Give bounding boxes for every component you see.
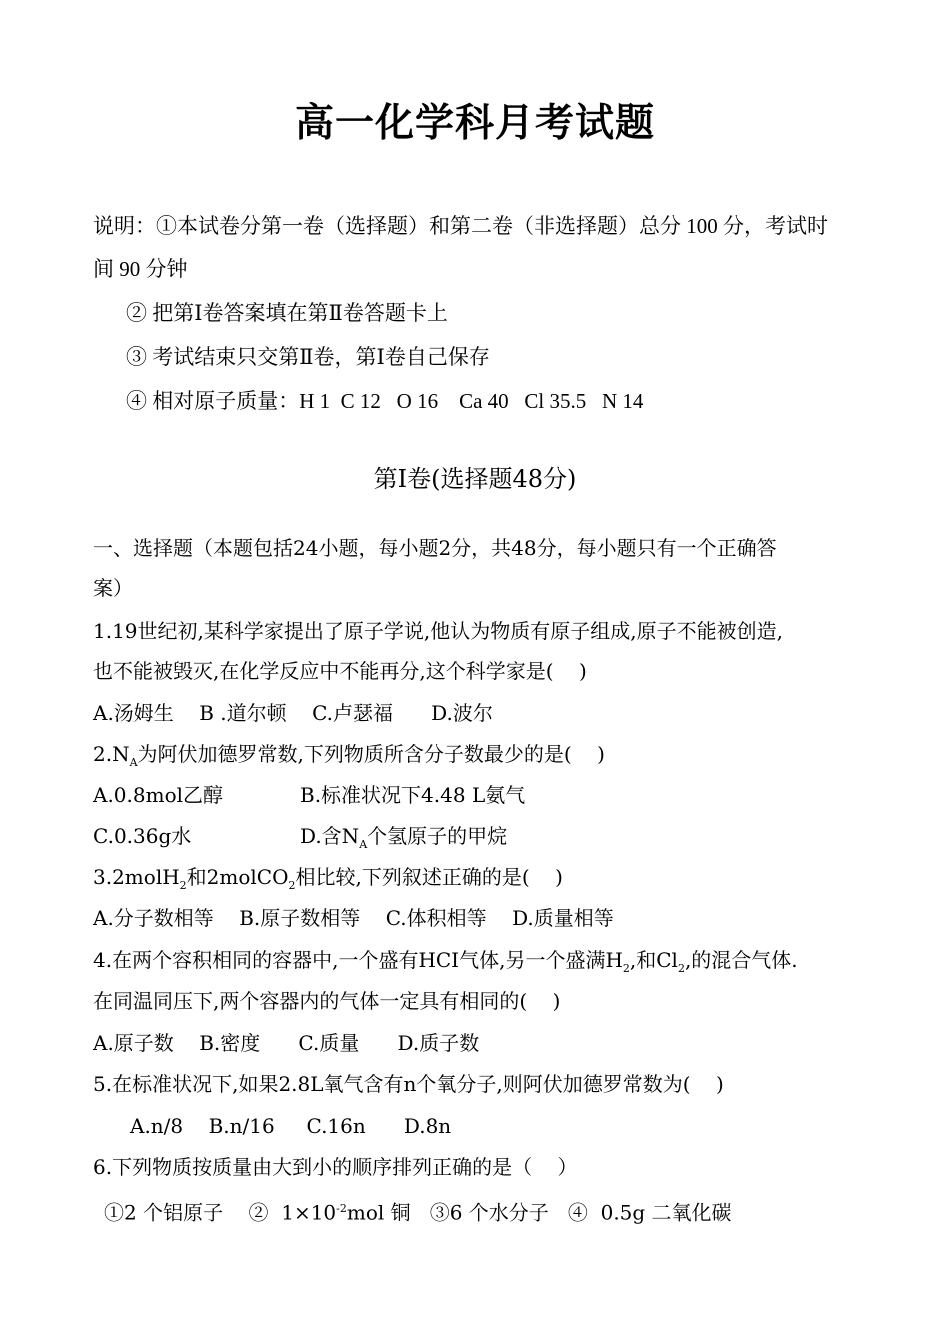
question-2-option-a: A.0.8mol乙醇	[93, 783, 224, 807]
page-title: 高一化学科月考试题	[294, 100, 655, 146]
intro-line-2: 间 90 分钟	[93, 257, 188, 281]
question-4-line-1: 4.在两个容积相同的容器中,一个盛有HCI气体,另一个盛满$H_2$,和$Cl_2$,的混合气体.	[93, 948, 798, 975]
question-3-stem: 3.2molH$_2$和2molCO$_2$相比较,下列叙述正确的是( )	[93, 865, 563, 892]
question-5-options: A.n/8 B.n/16 C.16n D.8n	[130, 1114, 452, 1138]
intro-line-1: 说明：①本试卷分第一卷（选择题）和第二卷（非选择题）总分 100 分，考试时	[93, 214, 828, 238]
intro-line-3: ② 把第Ⅰ卷答案填在第Ⅱ卷答题卡上	[126, 301, 448, 325]
question-2-stem: $2.N_A$为阿伏加德罗常数,下列物质所含分子数最少的是( )	[93, 742, 605, 769]
question-1-options: A.汤姆生 B .道尔顿 C.卢瑟福 D.波尔	[93, 701, 493, 725]
intro-line-4: ③ 考试结束只交第Ⅱ卷，第Ⅰ卷自己保存	[126, 345, 490, 369]
question-6-stem: 6.下列物质按质量由大到小的顺序排列正确的是（ ）	[93, 1155, 578, 1179]
question-2-option-d: D.含$N_A$个氢原子的甲烷	[300, 824, 508, 851]
part1-line-1: 一、选择题（本题包括24小题，每小题2分，共48分，每小题只有一个正确答	[93, 536, 777, 560]
question-4-line-2: 在同温同压下,两个容器内的气体一定具有相同的( )	[93, 989, 561, 1013]
part1-line-2: 案）	[93, 576, 133, 600]
question-3-options: A.分子数相等 B.原子数相等 C.体积相等 D.质量相等	[93, 906, 614, 930]
question-5-stem: 5.在标准状况下,如果2.8L氧气含有n个氧分子,则阿伏加德罗常数为( )	[93, 1072, 724, 1096]
question-2-option-c: C.0.36g水	[93, 824, 192, 848]
section-title: 第Ⅰ卷(选择题48分)	[373, 465, 577, 493]
question-1-line-1: 1.19世纪初,某科学家提出了原子学说,他认为物质有原子组成,原子不能被创造,	[93, 619, 783, 643]
question-6-options: ①2 个铝原子 ② $1\times 10^{-2}mol$ 铜 ③6 个水分子 ④ 0.5g 二氧化碳	[104, 1200, 732, 1225]
question-2-option-b: B.标准状况下4.48 L氨气	[300, 783, 526, 807]
question-1-line-2: 也不能被毁灭,在化学反应中不能再分,这个科学家是( )	[93, 659, 587, 683]
question-4-options: A.原子数 B.密度 C.质量 D.质子数	[93, 1031, 480, 1055]
intro-line-5: ④ 相对原子质量：H 1 C 12 O 16 Ca 40 Cl 35.5 N 14	[126, 389, 644, 413]
